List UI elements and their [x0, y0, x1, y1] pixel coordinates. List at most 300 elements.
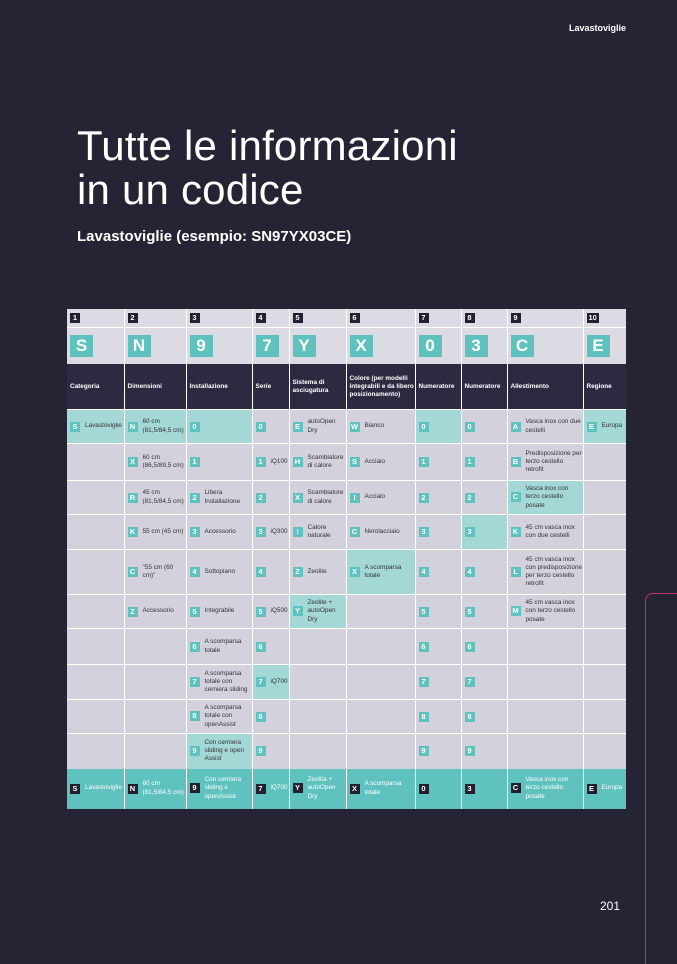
option-cell — [507, 665, 583, 700]
option-cell-content — [187, 607, 252, 617]
example-cell — [346, 769, 415, 809]
option-label: Calore naturale — [307, 523, 331, 539]
option-cell-content — [125, 489, 186, 505]
option-label: Zeolite — [307, 567, 327, 575]
code-letter-badge: C — [511, 335, 534, 357]
option-cell — [346, 629, 415, 665]
option-label: A scomparsa totale — [364, 780, 402, 796]
option-cell — [346, 595, 415, 629]
option-cell-content — [125, 780, 186, 796]
code-letter-cell — [124, 328, 186, 365]
option-row — [67, 410, 626, 444]
option-cell-content — [584, 784, 627, 794]
code-badge: X — [350, 567, 360, 577]
code-badge: Y — [293, 783, 303, 793]
code-badge: 0 — [419, 422, 429, 432]
code-badge: 9 — [465, 746, 475, 756]
option-cell — [507, 629, 583, 665]
option-cell-content — [508, 418, 583, 434]
option-cell-content — [187, 638, 252, 654]
option-label: 60 cm (86,5/89,5 cm) — [142, 453, 184, 469]
option-cell-content — [187, 739, 252, 764]
code-badge: 0 — [256, 422, 266, 432]
option-cell-content — [347, 527, 415, 537]
option-cell-content — [290, 489, 346, 505]
option-cell-content — [508, 450, 583, 475]
option-cell-content — [508, 524, 583, 540]
option-cell — [461, 410, 507, 444]
code-letter-badge: 9 — [190, 335, 213, 357]
code-badge: 5 — [190, 607, 200, 617]
option-cell — [289, 444, 346, 481]
option-cell — [415, 515, 461, 550]
option-label: Con cerniera sliding e openAssist — [204, 776, 242, 800]
option-cell — [67, 515, 124, 550]
code-badge: 8 — [465, 712, 475, 722]
option-cell-content — [462, 677, 507, 687]
option-cell-content — [125, 527, 186, 537]
option-cell — [289, 629, 346, 665]
option-cell — [67, 629, 124, 665]
position-number: 2 — [128, 313, 138, 323]
example-cell — [583, 769, 626, 809]
code-badge: 6 — [419, 642, 429, 652]
option-cell — [252, 550, 289, 595]
code-letter-row — [67, 328, 626, 365]
code-badge: 3 — [256, 527, 266, 537]
code-badge: 7 — [256, 784, 266, 794]
position-number: 9 — [511, 313, 521, 323]
page-subtitle: Lavastoviglie (esempio: SN97YX03CE) — [77, 228, 352, 245]
option-cell — [186, 410, 252, 444]
option-cell-content — [347, 457, 415, 467]
option-label: Scambiatore di calore — [307, 453, 344, 469]
code-badge: 6 — [190, 642, 200, 652]
code-letter-cell — [289, 328, 346, 365]
option-cell-content — [125, 607, 186, 617]
option-cell — [186, 734, 252, 769]
code-badge: K — [511, 527, 521, 537]
option-cell — [186, 629, 252, 665]
code-letter-cell — [67, 328, 124, 365]
code-badge: 7 — [256, 677, 266, 687]
code-letter-badge: Y — [293, 335, 316, 357]
option-cell-content — [125, 454, 186, 470]
option-cell — [186, 550, 252, 595]
option-cell — [67, 595, 124, 629]
code-badge: C — [350, 527, 360, 537]
code-badge: 4 — [419, 567, 429, 577]
option-cell-content — [347, 564, 415, 580]
example-cell — [124, 769, 186, 809]
position-cell — [289, 309, 346, 328]
option-label: A scomparsa totale — [364, 563, 402, 579]
column-header-row — [67, 364, 626, 410]
option-label: 60 cm (81,5/84,5 cm) — [142, 418, 184, 434]
position-number: 1 — [70, 313, 80, 323]
option-cell — [67, 444, 124, 481]
option-cell-content — [253, 712, 289, 722]
column-header: Numeratore — [415, 364, 461, 410]
decorative-accent-line — [645, 593, 677, 964]
option-cell — [415, 734, 461, 769]
position-number: 7 — [419, 313, 429, 323]
position-number: 3 — [190, 313, 200, 323]
option-cell — [507, 595, 583, 629]
code-badge: 0 — [190, 422, 200, 432]
option-cell — [67, 410, 124, 444]
code-letter-badge: S — [70, 335, 93, 357]
code-badge: 1 — [419, 457, 429, 467]
option-cell-content — [67, 422, 124, 432]
code-badge: X — [293, 493, 303, 503]
code-badge: B — [511, 457, 521, 467]
option-label: iQ100 — [270, 457, 288, 465]
option-label: 60 cm (81,5/84,5 cm) — [142, 780, 184, 796]
option-cell-content — [462, 567, 507, 577]
code-letter-cell — [186, 328, 252, 365]
option-cell — [252, 734, 289, 769]
code-letter-badge: X — [350, 335, 373, 357]
option-cell — [583, 700, 626, 734]
code-badge: 3 — [465, 784, 475, 794]
page-number: 201 — [600, 899, 621, 913]
option-cell — [583, 444, 626, 481]
option-cell — [289, 595, 346, 629]
option-cell — [346, 515, 415, 550]
option-cell — [124, 700, 186, 734]
option-cell-content — [416, 493, 461, 503]
column-header: Categoria — [67, 364, 124, 410]
column-header: Serie — [252, 364, 289, 410]
option-label: Acciaio — [364, 457, 386, 465]
option-cell — [583, 481, 626, 515]
option-label: Vasca inox con terzo cestello posate — [525, 485, 569, 509]
code-letter-cell — [252, 328, 289, 365]
option-cell-content — [253, 493, 289, 503]
option-cell — [346, 550, 415, 595]
code-badge: H — [293, 457, 303, 467]
option-cell — [252, 595, 289, 629]
code-badge: 0 — [419, 784, 429, 794]
option-label: "55 cm (60 cm)" — [142, 563, 174, 579]
column-header: Regione — [583, 364, 626, 410]
option-cell-content — [253, 642, 289, 652]
option-cell-content — [187, 704, 252, 729]
example-cell — [507, 769, 583, 809]
option-cell — [507, 481, 583, 515]
option-cell — [289, 734, 346, 769]
option-label: Lavastoviglie — [85, 422, 122, 430]
option-cell-content — [416, 527, 461, 537]
option-cell-content — [253, 607, 289, 617]
option-cell-content — [462, 746, 507, 756]
option-label: iQ700 — [270, 677, 288, 685]
option-cell — [461, 700, 507, 734]
option-label: Nerolacciaio — [364, 527, 400, 535]
option-cell — [346, 410, 415, 444]
option-row — [67, 595, 626, 629]
option-cell-content — [253, 746, 289, 756]
option-row — [67, 734, 626, 769]
position-cell — [186, 309, 252, 328]
option-cell — [289, 410, 346, 444]
code-badge: Y — [293, 606, 303, 616]
code-badge: 9 — [190, 746, 200, 756]
code-letter-cell — [583, 328, 626, 365]
option-cell-content — [462, 607, 507, 617]
position-cell — [415, 309, 461, 328]
option-cell — [186, 515, 252, 550]
position-cell — [461, 309, 507, 328]
code-badge: S — [70, 784, 80, 794]
option-cell — [507, 700, 583, 734]
option-cell — [461, 629, 507, 665]
option-cell — [583, 665, 626, 700]
code-badge: N — [128, 784, 138, 794]
option-cell — [461, 515, 507, 550]
option-cell — [252, 410, 289, 444]
code-badge: I — [293, 527, 303, 537]
option-cell — [67, 700, 124, 734]
option-row — [67, 665, 626, 700]
code-badge: 3 — [419, 527, 429, 537]
option-cell-content — [508, 776, 583, 801]
option-cell — [415, 629, 461, 665]
example-cell — [289, 769, 346, 809]
option-row — [67, 700, 626, 734]
title-line-1: Tutte le informazioni — [77, 122, 458, 169]
option-cell-content — [416, 567, 461, 577]
option-cell — [289, 515, 346, 550]
option-label: Vasca inox con terzo cestello posate — [525, 776, 569, 800]
code-badge: 1 — [190, 457, 200, 467]
option-cell-content — [462, 642, 507, 652]
option-cell — [461, 595, 507, 629]
code-letter-badge: 7 — [256, 335, 279, 357]
option-label: 45 cm (81,5/84,5 cm) — [142, 489, 184, 505]
code-table — [67, 309, 626, 809]
example-cell — [186, 769, 252, 809]
option-cell-content — [187, 489, 252, 505]
option-label: Europa — [601, 422, 623, 430]
option-label: 45 cm vasca inox con due cestelli — [525, 523, 575, 539]
code-letter-badge: 0 — [419, 335, 442, 357]
option-cell — [124, 410, 186, 444]
title-line-2: in un codice — [77, 166, 304, 213]
code-letter-cell — [461, 328, 507, 365]
option-cell-content — [187, 527, 252, 537]
option-cell — [289, 665, 346, 700]
code-badge: 2 — [256, 493, 266, 503]
option-label: Libera Installazione — [204, 489, 241, 505]
code-badge: 4 — [190, 567, 200, 577]
position-number: 5 — [293, 313, 303, 323]
option-cell — [583, 515, 626, 550]
option-cell-content — [347, 422, 415, 432]
code-badge: 6 — [465, 642, 475, 652]
column-header: Sistema di asciugatura — [289, 364, 346, 410]
option-cell — [289, 550, 346, 595]
option-cell-content — [462, 457, 507, 467]
code-badge: N — [128, 422, 138, 432]
option-label: 45 cm vasca inox con predisposizione per terzo cestello retrofit — [525, 555, 582, 588]
code-badge: X — [350, 784, 360, 794]
option-label: Scambiatore di calore — [307, 489, 344, 505]
option-cell — [583, 410, 626, 444]
option-cell — [461, 550, 507, 595]
code-badge: E — [587, 422, 597, 432]
code-badge: A — [511, 422, 521, 432]
position-cell — [252, 309, 289, 328]
column-header: Dimensioni — [124, 364, 186, 410]
option-cell — [252, 629, 289, 665]
option-cell — [415, 444, 461, 481]
option-cell-content — [508, 556, 583, 589]
code-badge: 9 — [190, 783, 200, 793]
code-badge: Z — [128, 607, 138, 617]
option-row — [67, 515, 626, 550]
option-cell-content — [253, 527, 289, 537]
option-cell — [346, 481, 415, 515]
option-label: A scomparsa totale — [204, 638, 242, 654]
code-badge: 4 — [256, 567, 266, 577]
option-cell — [507, 734, 583, 769]
code-badge: 8 — [190, 711, 200, 721]
code-badge: 7 — [465, 677, 475, 687]
option-cell-content — [462, 527, 507, 537]
code-badge: 5 — [256, 607, 266, 617]
option-cell-content — [187, 776, 252, 801]
code-badge: 2 — [190, 493, 200, 503]
option-cell-content — [416, 784, 461, 794]
option-cell — [186, 595, 252, 629]
option-cell — [289, 481, 346, 515]
option-cell — [252, 481, 289, 515]
code-badge: S — [70, 422, 80, 432]
option-cell-content — [462, 784, 507, 794]
option-cell — [67, 665, 124, 700]
code-letter-badge: E — [587, 335, 610, 357]
option-row — [67, 481, 626, 515]
option-cell — [124, 629, 186, 665]
option-cell-content — [253, 677, 289, 687]
code-badge: 9 — [256, 746, 266, 756]
option-cell-content — [416, 422, 461, 432]
option-label: 55 cm (45 cm) — [142, 527, 184, 535]
code-badge: L — [511, 567, 521, 577]
code-badge: 8 — [256, 712, 266, 722]
example-cell — [252, 769, 289, 809]
option-label: A scomparsa totale con openAssist — [204, 704, 242, 728]
code-badge: 3 — [190, 527, 200, 537]
option-cell-content — [290, 524, 346, 540]
option-cell-content — [347, 780, 415, 796]
option-label: iQ500 — [270, 607, 288, 615]
example-cell — [67, 769, 124, 809]
option-cell-content — [253, 422, 289, 432]
option-cell — [124, 595, 186, 629]
option-label: Accessorio — [204, 527, 236, 535]
code-badge: 1 — [256, 457, 266, 467]
option-label: Zeolita + autoOpen Dry — [307, 776, 336, 800]
option-label: Europa — [601, 784, 623, 792]
option-cell-content — [416, 457, 461, 467]
option-cell — [186, 665, 252, 700]
option-cell-content — [462, 493, 507, 503]
option-cell — [583, 734, 626, 769]
code-badge: 8 — [419, 712, 429, 722]
option-label: Con cerniera sliding e open Assist — [204, 738, 244, 763]
option-label: Lavastoviglie — [85, 784, 122, 792]
position-number: 6 — [350, 313, 360, 323]
option-label: Bianco — [364, 422, 385, 430]
option-label: Acciaio — [364, 493, 386, 501]
code-badge: I — [350, 493, 360, 503]
option-cell — [252, 444, 289, 481]
option-cell — [289, 700, 346, 734]
option-label: A scomparsa totale con cerniera sliding — [204, 669, 248, 694]
position-cell — [67, 309, 124, 328]
position-cell — [507, 309, 583, 328]
option-cell-content — [187, 567, 252, 577]
code-badge: K — [128, 527, 138, 537]
option-cell — [124, 444, 186, 481]
option-cell-content — [508, 599, 583, 624]
option-cell — [124, 734, 186, 769]
option-label: Integrabile — [204, 607, 235, 615]
code-letter-badge: 3 — [465, 335, 488, 357]
option-label: Zeolite + autoOpen Dry — [307, 599, 336, 623]
option-cell — [252, 665, 289, 700]
option-cell — [415, 410, 461, 444]
option-cell — [507, 410, 583, 444]
option-cell — [346, 734, 415, 769]
code-badge: 5 — [419, 607, 429, 617]
code-badge: Z — [293, 567, 303, 577]
option-cell-content — [253, 784, 289, 794]
option-label: iQ300 — [270, 527, 288, 535]
option-cell — [507, 515, 583, 550]
column-header: Allestimento — [507, 364, 583, 410]
option-cell-content — [416, 642, 461, 652]
code-letter-cell — [346, 328, 415, 365]
code-badge: C — [128, 567, 138, 577]
code-badge: M — [512, 606, 519, 616]
code-badge: X — [128, 457, 138, 467]
option-cell — [415, 700, 461, 734]
option-cell — [461, 481, 507, 515]
code-badge: 3 — [465, 527, 475, 537]
option-cell-content — [253, 457, 289, 467]
code-letter-badge: N — [128, 335, 151, 357]
position-cell — [583, 309, 626, 328]
code-badge: 4 — [465, 567, 475, 577]
option-cell-content — [187, 670, 252, 695]
option-row — [67, 444, 626, 481]
option-label: autoOpen Dry — [307, 418, 336, 434]
code-badge: E — [293, 422, 303, 432]
option-cell — [346, 444, 415, 481]
option-cell-content — [462, 422, 507, 432]
position-cell — [124, 309, 186, 328]
code-badge: 0 — [465, 422, 475, 432]
option-cell-content — [462, 712, 507, 722]
option-cell-content — [508, 485, 583, 510]
option-cell — [186, 481, 252, 515]
option-cell — [583, 629, 626, 665]
option-cell — [415, 481, 461, 515]
